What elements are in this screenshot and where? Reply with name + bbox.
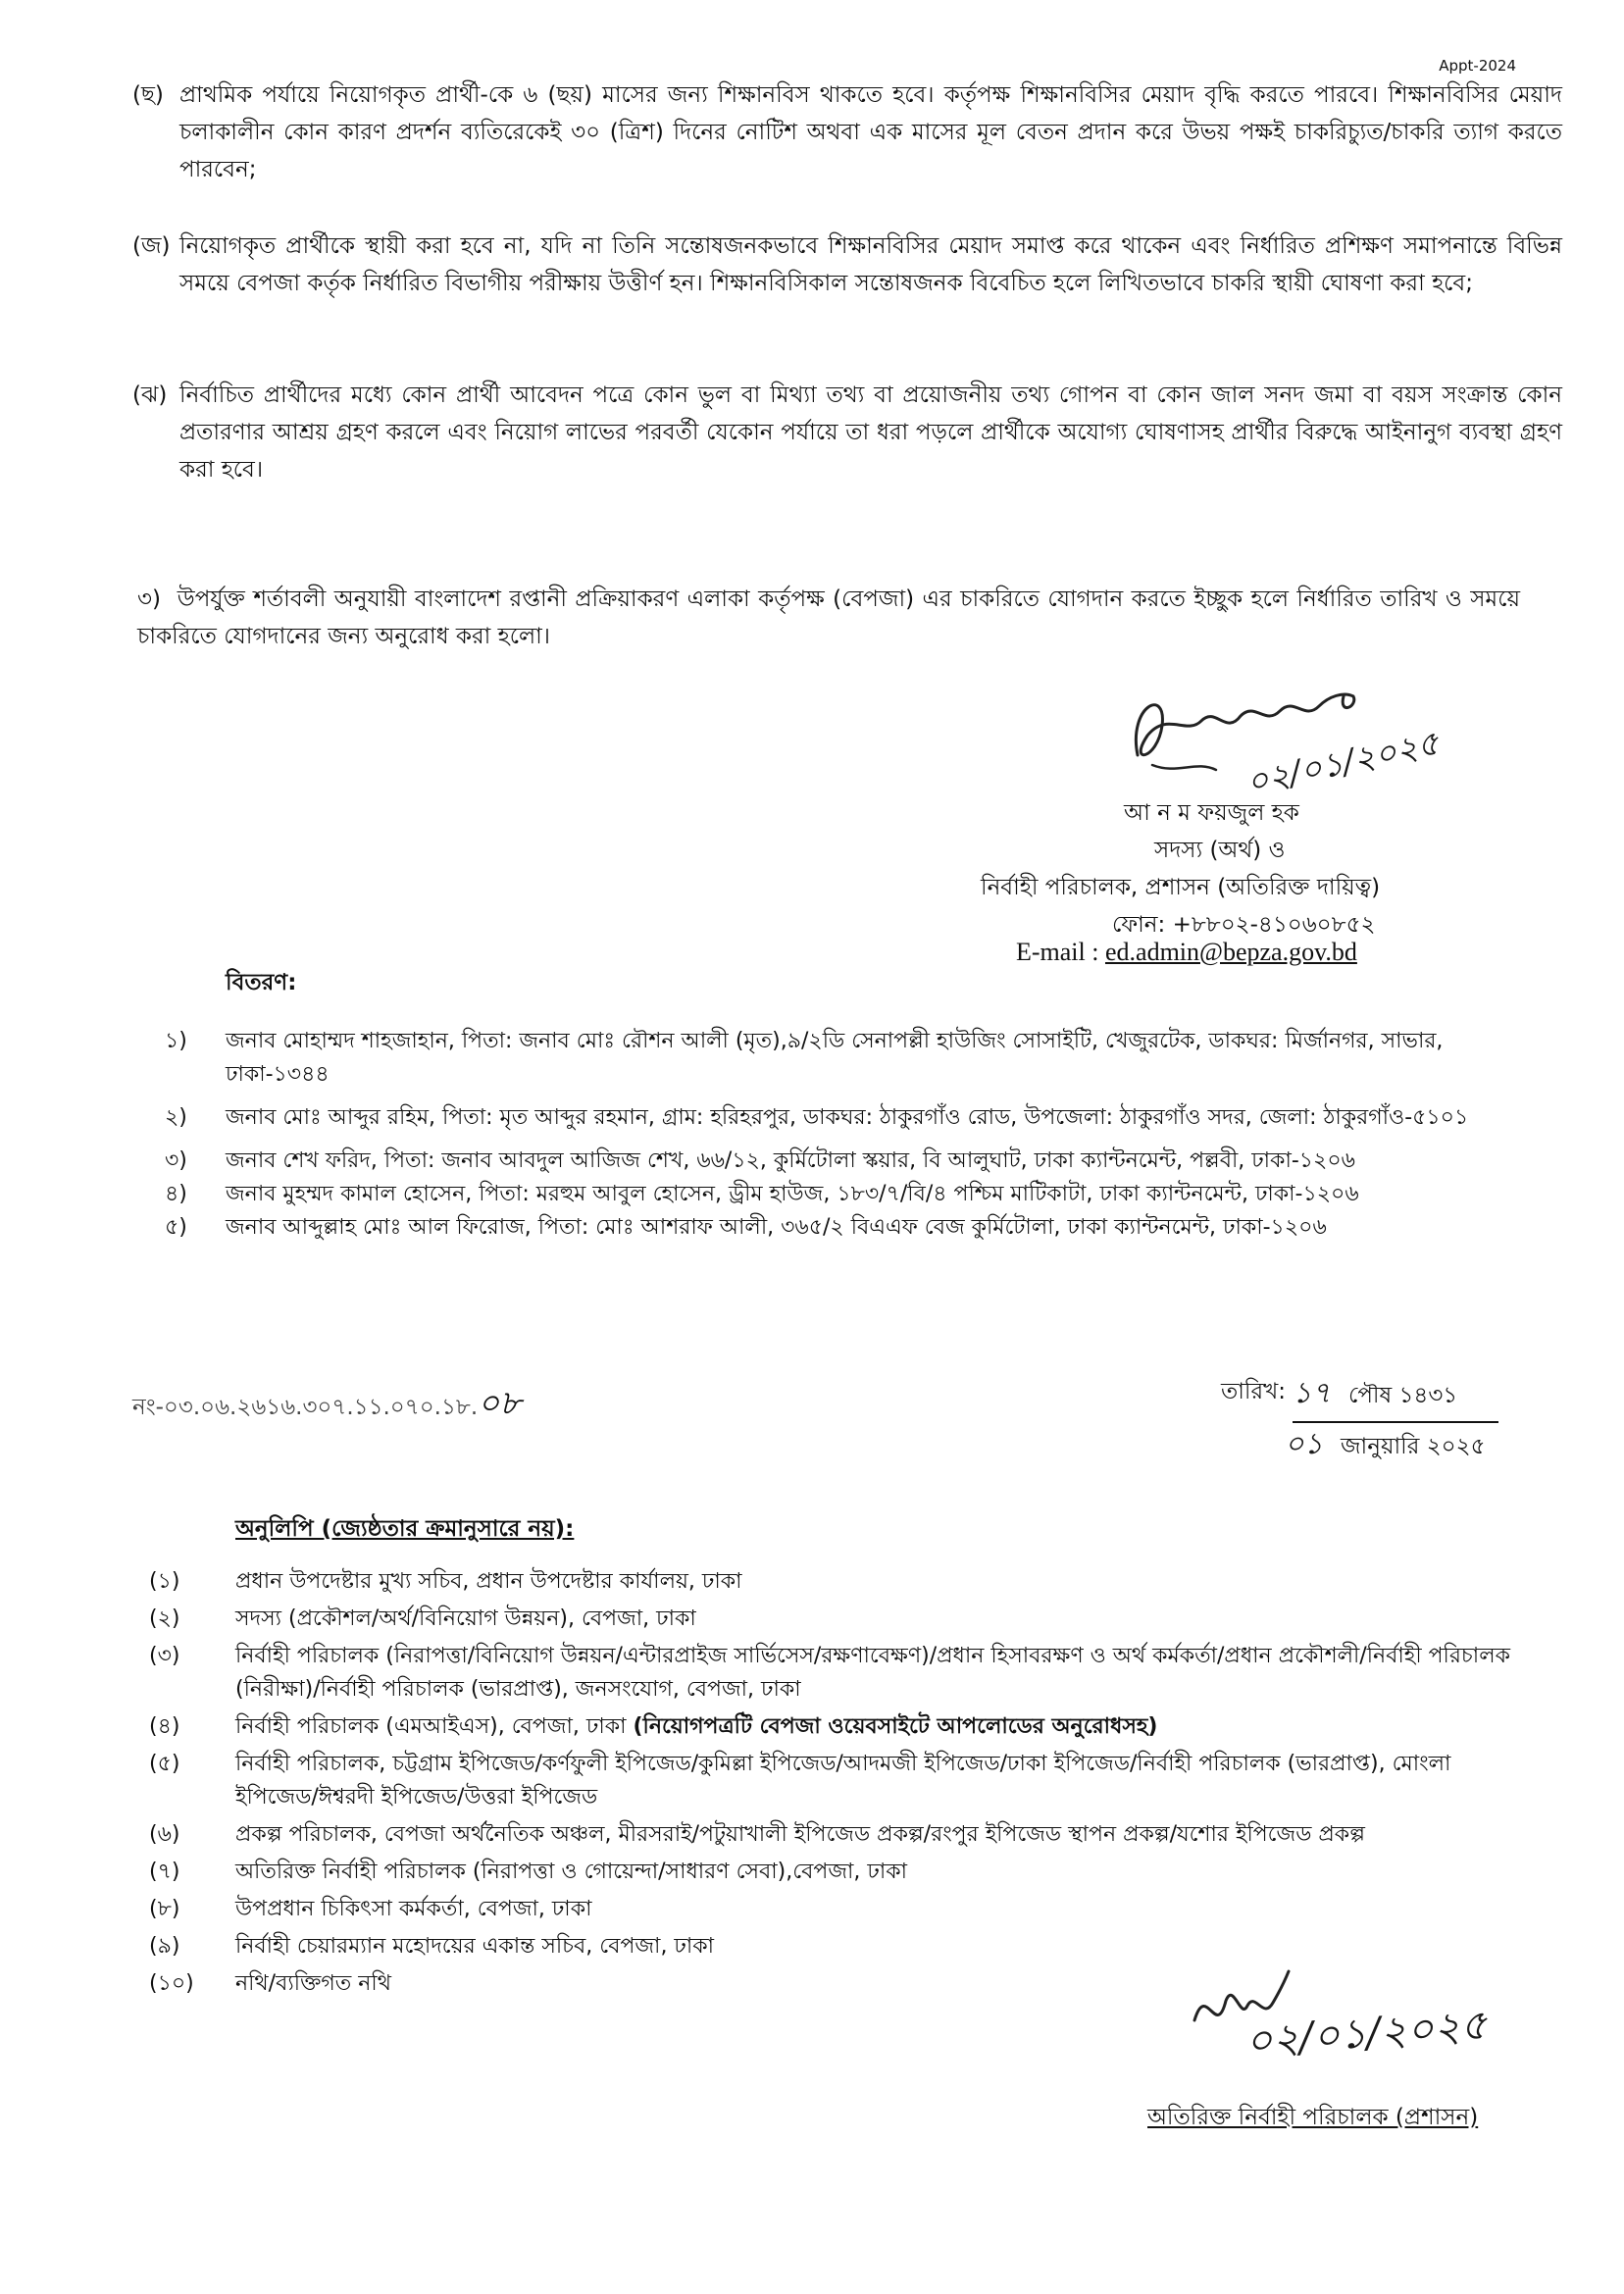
section-text: উপর্যুক্ত শর্তাবলী অনুযায়ী বাংলাদেশ রপ্তানী প্রক্রিয়াকরণ এলাকা কর্তৃপক্ষ (বেপজা) এর চাকরিতে যোগদান করতে ইচ্ছুক হলে নির্ধারিত তারিখ ও সময়ে চাকরিতে যোগদানের জন্য অনুরোধ করা হলো। [137, 586, 1520, 649]
date-gregorian: ০১ জানুয়ারি ২০২৫ [1285, 1427, 1486, 1461]
clause-jha [132, 377, 1562, 488]
list-item: (৮) উপপ্রধান চিকিৎসা কর্মকর্তা, বেপজা, ঢাকা [149, 1897, 592, 1921]
copies-list [149, 1565, 1518, 2001]
email-link[interactable]: ed.admin@bepza.gov.bd [1104, 938, 1357, 966]
list-item: ১) জনাব মোহাম্মদ শাহজাহান, পিতা: জনাব মোঃ রৌশন আলী (মৃত),৯/২ডি সেনাপল্লী হাউজিং সোসাইটি, খেজুরটেক, ডাকঘর: মির্জানগর, সাভার, ঢাকা-১৩৪৪ [165, 1029, 1444, 1087]
signatory-name: আ ন ম ফয়জুল হক [1124, 800, 1299, 826]
list-item: (২) সদস্য (প্রকৌশল/অর্থ/বিনিয়োগ উন্নয়ন), বেপজা, ঢাকা [149, 1606, 696, 1631]
copies-heading: অনুলিপি (জ্যেষ্ঠতার ক্রমানুসারে নয়): [235, 1516, 575, 1542]
distribution-heading: বিতরণ: [226, 970, 297, 995]
signatory-phone: ফোন: +৮৮০২-৪১০৬০৮৫২ [1112, 912, 1376, 938]
list-item: ৩) জনাব শেখ ফরিদ, পিতা: জনাব আবদুল আজিজ শেখ, ৬৬/১২, কুর্মিটোলা স্কয়ার, বি আলুঘাট, ঢাকা ক্যান্টনমেন্ট, পল্লবী, ঢাকা-১২০৬ [165, 1148, 1355, 1173]
clause-text: প্রাথমিক পর্যায়ে নিয়োগকৃত প্রার্থী-কে ৬ (ছয়) মাসের জন্য শিক্ষানবিস থাকতে হবে। কর্তৃপক্ষ শিক্ষানবিসির মেয়াদ বৃদ্ধি করতে পারবে। শিক্ষানবিসির মেয়াদ চলাকালীন কোন কারণ প্রদর্শন ব্যতিরেকেই ৩০ (ত্রিশ) দিনের নোটিশ অথবা এক মাসের মূল বেতন প্রদান করে উভয় পক্ষই চাকরিচ্যুত/চাকরি ত্যাগ করতে পারবেন; [179, 82, 1562, 182]
clause-marker: (জ) [132, 233, 171, 259]
signatory-email-row [1016, 938, 1357, 967]
clause-text: নির্বাচিত প্রার্থীদের মধ্যে কোন প্রার্থী আবেদন পত্রে কোন ভুল বা মিথ্যা তথ্য বা প্রয়োজনীয় তথ্য গোপন বা কোন জাল সনদ জমা বা বয়স সংক্রান্ত কোন প্রতারণার আশ্রয় গ্রহণ করলে এবং নিয়োগ লাভের পরবর্তী যেকোন পর্যায়ে তা ধরা পড়লে প্রার্থীকে অযোগ্য ঘোষণাসহ প্রার্থীর বিরুদ্ধে আইনানুগ ব্যবস্থা গ্রহণ করা হবে। [179, 382, 1562, 483]
signature-date: ০২/০১/২০২৫ [1243, 723, 1444, 803]
list-item: ২) জনাব মোঃ আব্দুর রহিম, পিতা: মৃত আব্দুর রহমান, গ্রাম: হরিহরপুর, ডাকঘর: ঠাকুরগাঁও রোড, উপজেলা: ঠাকুরগাঁও সদর, জেলা: ঠাকুরগাঁও-৫১০১ [165, 1105, 1469, 1130]
signatory-designation-2: নির্বাহী পরিচালক, প্রশাসন (অতিরিক্ত দায়িত্ব) [981, 875, 1381, 900]
signatory-designation-1: সদস্য (অর্থ) ও [1154, 838, 1286, 863]
list-item: ৪) জনাব মুহম্মদ কামাল হোসেন, পিতা: মরহুম আবুল হোসেন, ড্রীম হাউজ, ১৮৩/৭/বি/৪ পশ্চিম মাটিকাটা, ঢাকা ক্যান্টনমেন্ট, ঢাকা-১২০৬ [165, 1182, 1359, 1206]
list-item: (১০) নথি/ব্যক্তিগত নথি [149, 1971, 391, 1996]
date-bangla: ১৭ পৌষ ১৪৩১ [1293, 1369, 1498, 1423]
clause-text: নিয়োগকৃত প্রার্থীকে স্থায়ী করা হবে না, যদি না তিনি সন্তোষজনকভাবে শিক্ষানবিসির মেয়াদ সমাপ্ত করে থাকেন এবং নির্ধারিত প্রশিক্ষণ সমাপনান্তে বিভিন্ন সময়ে বেপজা কর্তৃক নির্ধারিত বিভাগীয় পরীক্ষায় উত্তীর্ণ হন। শিক্ষানবিসিকাল সন্তোষজনক বিবেচিত হলে লিখিতভাবে চাকরি স্থায়ী ঘোষণা করা হবে; [179, 233, 1562, 296]
date-label: তারিখ: [1221, 1379, 1287, 1404]
footer-designation: অতিরিক্ত নির্বাহী পরিচালক (প্রশাসন) [1147, 2105, 1479, 2130]
list-item: (৭) অতিরিক্ত নির্বাহী পরিচালক (নিরাপত্তা ও গোয়েন্দা/সাধারণ সেবা),বেপজা, ঢাকা [149, 1860, 907, 1884]
list-item: (৬) প্রকল্প পরিচালক, বেপজা অর্থনৈতিক অঞ্চল, মীরসরাই/পটুয়াখালী ইপিজেড প্রকল্প/রংপুর ইপিজেড স্থাপন প্রকল্প/যশোর ইপিজেড প্রকল্প [149, 1822, 1365, 1847]
memo-number: নং-০৩.০৬.২৬১৬.৩০৭.১১.০৭০.১৮.০৮ [132, 1384, 522, 1423]
section-marker: ৩) [137, 586, 161, 612]
date-bangla-day: ১৭ [1293, 1376, 1331, 1410]
clause-marker: (ছ) [132, 82, 164, 108]
document-tag: Appt-2024 [1439, 57, 1516, 75]
list-item: (১) প্রধান উপদেষ্টার মুখ্য সচিব, প্রধান উপদেষ্টার কার্যালয়, ঢাকা [149, 1569, 742, 1594]
list-item: (৪) নির্বাহী পরিচালক (এমআইএস), বেপজা, ঢাকা (নিয়োগপত্রটি বেপজা ওয়েবসাইটে আপলোডের অনুরোধসহ) [149, 1714, 1158, 1739]
list-item: ৫) জনাব আব্দুল্লাহ মোঃ আল ফিরোজ, পিতা: মোঃ আশরাফ আলী, ৩৬৫/২ বিএএফ বেজ কুর্মিটোলা, ঢাকা ক্যান্টনমেন্ট, ঢাকা-১২০৬ [165, 1215, 1327, 1240]
section-3 [137, 581, 1520, 655]
email-label: E-mail : [1016, 938, 1099, 966]
list-item: (৩) নির্বাহী পরিচালক (নিরাপত্তা/বিনিয়োগ উন্নয়ন/এন্টারপ্রাইজ সার্ভিসেস/রক্ষণাবেক্ষণ)/প্রধান হিসাবরক্ষণ ও অর্থ কর্মকর্তা/প্রধান প্রকৌশলী/নির্বাহী পরিচালক (নিরীক্ষা)/নির্বাহী পরিচালক (ভারপ্রাপ্ত), জনসংযোগ, বেপজা, ঢাকা [149, 1644, 1510, 1702]
date-greg-day: ০১ [1285, 1427, 1323, 1461]
clause-cha [132, 76, 1562, 188]
memo-suffix: ০৮ [478, 1384, 522, 1423]
distribution-list [165, 1025, 1518, 1245]
list-item: (৯) নির্বাহী চেয়ারম্যান মহোদয়ের একান্ত সচিব, বেপজা, ঢাকা [149, 1934, 715, 1959]
clause-ja [132, 228, 1562, 302]
list-item: (৫) নির্বাহী পরিচালক, চট্টগ্রাম ইপিজেড/কর্ণফুলী ইপিজেড/কুমিল্লা ইপিজেড/আদমজী ইপিজেড/ঢাকা ইপিজেড/নির্বাহী পরিচালক (ভারপ্রাপ্ত), মোংলা ইপিজেড/ঈশ্বরদী ইপিজেড/উত্তরা ইপিজেড [149, 1752, 1451, 1810]
clause-marker: (ঝ) [132, 382, 168, 408]
initial-date: ০২/০১/২০২৫ [1243, 2000, 1489, 2065]
upload-request-note: (নিয়োগপত্রটি বেপজা ওয়েবসাইটে আপলোডের অনুরোধসহ) [633, 1714, 1158, 1739]
